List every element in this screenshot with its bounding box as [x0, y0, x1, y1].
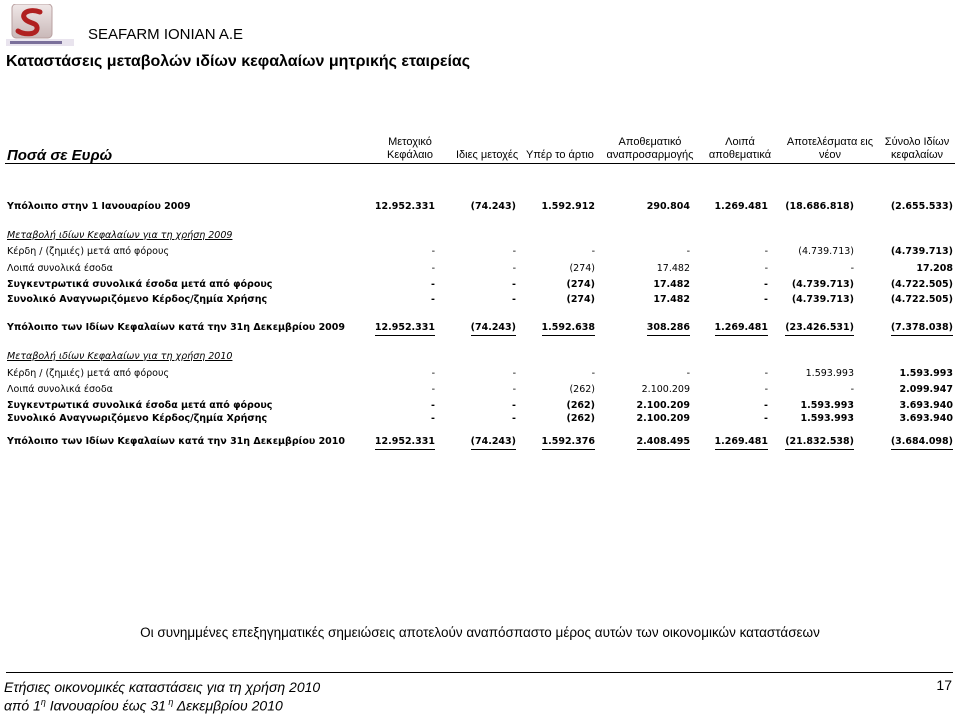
cell-value: (74.243)	[471, 435, 516, 450]
col-header-revaluation-reserve: Αποθεματικό αναπροσαρμογής	[606, 136, 694, 161]
cell-value: 17.482	[653, 279, 690, 290]
cell-value: (274)	[569, 263, 595, 274]
row-label: Υπόλοιπο των Ιδίων Κεφαλαίων κατά την 31η Δεκεμβρίου 2010	[7, 436, 346, 447]
cell-value: 1.592.376	[542, 435, 596, 450]
table-row	[0, 293, 960, 307]
col-header-share-capital: Μετοχικό Κεφάλαιο	[387, 136, 433, 161]
cell-value: -	[431, 368, 435, 379]
cell-value: (3.684.098)	[891, 435, 953, 450]
cell-value: (2.655.533)	[890, 201, 953, 212]
unit-label: Ποσά σε Ευρώ	[7, 147, 113, 164]
row-label: Συγκεντρωτικά συνολικά έσοδα μετά από φόρους	[7, 279, 273, 290]
cell-value: -	[850, 384, 854, 395]
cell-value: -	[431, 279, 435, 290]
row-label: Μεταβολή ιδίων Κεφαλαίων για τη χρήση 2009	[7, 230, 233, 241]
cell-value: (262)	[566, 413, 595, 424]
cell-value: -	[431, 294, 435, 305]
row-label: Λοιπά συνολικά έσοδα	[7, 263, 113, 274]
cell-value: -	[431, 263, 435, 274]
cell-value: 1.269.481	[715, 435, 769, 450]
table-row	[0, 367, 960, 381]
cell-value: 1.593.993	[800, 400, 854, 411]
table-row	[0, 383, 960, 397]
table-row	[0, 278, 960, 292]
section-heading	[0, 350, 960, 364]
col-header-total-equity: Σύνολο Ιδίων κεφαλαίων	[884, 136, 950, 161]
cell-value: -	[431, 413, 435, 424]
footer-title: Ετήσιες οικονομικές καταστάσεις για τη χρήση 2010	[4, 679, 321, 695]
cell-value: 1.269.481	[715, 321, 769, 336]
cell-value: (23.426.531)	[785, 321, 854, 336]
cell-value: (7.378.038)	[891, 321, 953, 336]
cell-value: 17.482	[653, 294, 690, 305]
cell-value: (74.243)	[470, 201, 516, 212]
footer-divider	[6, 672, 953, 673]
cell-value: -	[512, 413, 516, 424]
section-heading	[0, 229, 960, 243]
row-label: Συνολικό Αναγνωριζόμενο Κέρδος/ζημία Χρήσης	[7, 294, 268, 305]
cell-value: 17.208	[916, 263, 953, 274]
cell-value: -	[764, 400, 768, 411]
cell-value: 2.408.495	[637, 435, 691, 450]
cell-value: (4.722.505)	[890, 279, 953, 290]
table-row	[0, 412, 960, 426]
cell-value: 2.100.209	[636, 400, 690, 411]
cell-value: -	[764, 246, 768, 257]
cell-value: -	[764, 279, 768, 290]
page-title: Καταστάσεις μεταβολών ιδίων κεφαλαίων μητρικής εταιρείας	[6, 53, 471, 70]
cell-value: -	[764, 384, 768, 395]
cell-value: 12.952.331	[375, 435, 435, 450]
cell-value: (262)	[566, 400, 595, 411]
cell-value: 1.593.993	[800, 413, 854, 424]
cell-value: -	[686, 368, 690, 379]
row-label: Κέρδη / (ζημιές) μετά από φόρους	[7, 368, 170, 379]
cell-value: -	[512, 384, 516, 395]
col-header-other-reserves: Λοιπά αποθεματικά	[708, 136, 772, 161]
company-name: SEAFARM IONIAN A.E	[88, 26, 244, 43]
cell-value: (274)	[566, 279, 595, 290]
cell-value: (21.832.538)	[785, 435, 854, 450]
cell-value: -	[686, 246, 690, 257]
cell-value: -	[512, 368, 516, 379]
col-header-retained-earnings: Αποτελέσματα εις νέον	[786, 136, 874, 161]
row-label: Μεταβολή ιδίων Κεφαλαίων για τη χρήση 2010	[7, 351, 233, 362]
cell-value: -	[764, 263, 768, 274]
cell-value: -	[431, 384, 435, 395]
cell-value: 12.952.331	[374, 201, 435, 212]
table-row	[0, 435, 960, 449]
cell-value: 17.482	[656, 263, 690, 274]
cell-value: (274)	[566, 294, 595, 305]
cell-value: 12.952.331	[375, 321, 435, 336]
cell-value: 1.593.993	[899, 368, 953, 379]
table-row	[0, 245, 960, 259]
table-row	[0, 262, 960, 276]
cell-value: (4.739.713)	[890, 246, 953, 257]
cell-value: -	[512, 400, 516, 411]
cell-value: 1.593.993	[805, 368, 854, 379]
cell-value: (4.739.713)	[798, 246, 854, 257]
row-label: Κέρδη / (ζημιές) μετά από φόρους	[7, 246, 170, 257]
cell-value: -	[431, 400, 435, 411]
row-label: Λοιπά συνολικά έσοδα	[7, 384, 113, 395]
cell-value: -	[764, 294, 768, 305]
cell-value: 290.804	[646, 201, 690, 212]
cell-value: (4.722.505)	[890, 294, 953, 305]
cell-value: 2.099.947	[899, 384, 953, 395]
cell-value: -	[512, 263, 516, 274]
cell-value: -	[512, 279, 516, 290]
company-logo	[4, 4, 76, 50]
col-header-share-premium: Υπέρ το άρτιο	[526, 149, 594, 161]
cell-value: (74.243)	[471, 321, 516, 336]
table-row	[0, 200, 960, 214]
col-header-treasury-shares: Ιδιες μετοχές	[456, 149, 519, 161]
cell-value: (4.739.713)	[791, 294, 854, 305]
row-label: Συγκεντρωτικά συνολικά έσοδα μετά από φόρους	[7, 400, 273, 411]
cell-value: 3.693.940	[899, 413, 953, 424]
cell-value: -	[512, 294, 516, 305]
row-label: Συνολικό Αναγνωριζόμενο Κέρδος/ζημία Χρήσης	[7, 413, 268, 424]
cell-value: 2.100.209	[641, 384, 690, 395]
footnote: Οι συνημμένες επεξηγηματικές σημειώσεις αποτελούν αναπόσπαστο μέρος αυτών των οικονομικών καταστάσεων	[140, 625, 820, 640]
cell-value: -	[591, 368, 595, 379]
cell-value: 1.592.638	[542, 321, 596, 336]
footer-period: από $1^\eta$ Ιανουαρίου έως 31 $^\eta$ Δεκεμβρίου 2010	[4, 697, 283, 714]
cell-value: 3.693.940	[899, 400, 953, 411]
page-number: 17	[936, 677, 952, 693]
table-row	[0, 321, 960, 335]
cell-value: -	[764, 368, 768, 379]
cell-value: 308.286	[647, 321, 690, 336]
table-row	[0, 399, 960, 413]
cell-value: -	[850, 263, 854, 274]
cell-value: 2.100.209	[636, 413, 690, 424]
cell-value: 1.269.481	[714, 201, 768, 212]
cell-value: (262)	[569, 384, 595, 395]
row-label: Υπόλοιπο στην 1 Ιανουαρίου 2009	[7, 201, 191, 212]
cell-value: -	[764, 413, 768, 424]
cell-value: -	[431, 246, 435, 257]
header-divider	[5, 163, 955, 164]
row-label: Υπόλοιπο των Ιδίων Κεφαλαίων κατά την 31η Δεκεμβρίου 2009	[7, 322, 346, 333]
cell-value: (18.686.818)	[785, 201, 854, 212]
cell-value: 1.592.912	[541, 201, 595, 212]
cell-value: -	[591, 246, 595, 257]
cell-value: (4.739.713)	[791, 279, 854, 290]
cell-value: -	[512, 246, 516, 257]
